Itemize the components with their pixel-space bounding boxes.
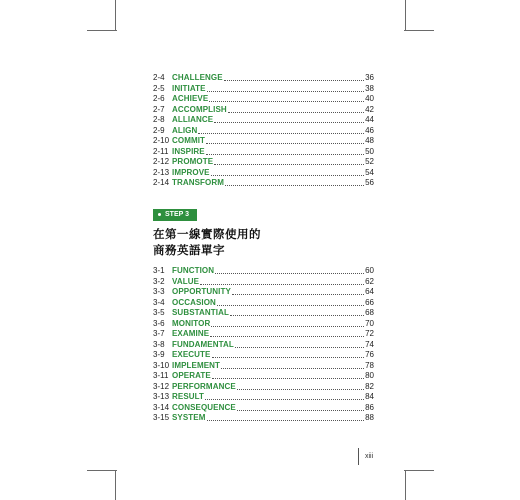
toc-word: EXECUTE xyxy=(172,350,211,359)
toc-number: 3-12 xyxy=(153,381,170,391)
toc-row xyxy=(153,287,374,298)
toc-word: COMMIT xyxy=(172,136,206,145)
toc-page: 38 xyxy=(365,83,374,93)
toc-row xyxy=(153,73,374,84)
toc-word: IMPROVE xyxy=(172,167,210,177)
toc-number: 3-11 xyxy=(153,371,169,380)
toc-row xyxy=(153,105,374,116)
toc-word: RESULT xyxy=(172,392,205,401)
toc-row xyxy=(153,136,374,147)
toc-page: 68 xyxy=(365,308,374,317)
toc-number: 2-11 xyxy=(153,146,169,156)
crop-mark xyxy=(87,30,117,31)
toc-page: 70 xyxy=(365,318,374,328)
toc-page: 52 xyxy=(365,157,374,166)
toc-row xyxy=(153,94,374,105)
toc-leader-dots xyxy=(237,389,364,390)
crop-mark xyxy=(405,470,406,500)
toc-word: CHALLENGE xyxy=(172,73,223,82)
toc-number: 3-4 xyxy=(153,297,165,307)
toc-row xyxy=(153,350,374,361)
toc-row xyxy=(153,403,374,414)
section-heading-line2: 商務英語單字 xyxy=(153,243,225,257)
toc-leader-dots xyxy=(206,154,364,155)
toc-word: SUBSTANTIAL xyxy=(172,308,229,317)
toc-row xyxy=(153,115,374,126)
section-heading-line1: 在第一線實際使用的 xyxy=(153,227,261,241)
toc-number: 2-14 xyxy=(153,178,170,187)
toc-number: 3-13 xyxy=(153,392,170,401)
toc-page: 86 xyxy=(365,402,374,412)
step-label: STEP 3 xyxy=(165,211,189,218)
toc-number: 2-12 xyxy=(153,157,170,166)
toc-page: 72 xyxy=(365,329,374,338)
toc-number: 3-14 xyxy=(153,402,170,412)
toc-number: 3-7 xyxy=(153,329,165,338)
toc-word: VALUE xyxy=(172,276,200,286)
toc-section-step3 xyxy=(153,266,374,424)
toc-page: 48 xyxy=(365,136,374,145)
page-number-rule xyxy=(358,448,359,465)
toc-row xyxy=(153,178,374,189)
toc-word: OCCASION xyxy=(172,297,216,307)
toc-section-step2 xyxy=(153,73,374,189)
toc-leader-dots xyxy=(207,91,364,92)
toc-leader-dots xyxy=(235,347,364,348)
toc-word: TRANSFORM xyxy=(172,178,225,187)
toc-page: 50 xyxy=(365,146,374,156)
toc-page: 36 xyxy=(365,73,374,82)
toc-word: OPPORTUNITY xyxy=(172,287,231,296)
toc-leader-dots xyxy=(198,133,364,134)
toc-page: 40 xyxy=(365,94,374,103)
toc-word: MONITOR xyxy=(172,318,211,328)
toc-row xyxy=(153,319,374,330)
toc-leader-dots xyxy=(205,399,364,400)
toc-leader-dots xyxy=(210,336,364,337)
toc-leader-dots xyxy=(230,315,364,316)
toc-word: ACCOMPLISH xyxy=(172,104,227,114)
toc-leader-dots xyxy=(232,294,364,295)
toc-number: 2-6 xyxy=(153,94,165,103)
toc-page: 42 xyxy=(365,104,374,114)
toc-number: 2-8 xyxy=(153,115,165,124)
toc-word: PERFORMANCE xyxy=(172,381,236,391)
toc-number: 3-15 xyxy=(153,413,170,422)
toc-page: 78 xyxy=(365,360,374,370)
toc-leader-dots xyxy=(212,357,364,358)
toc-number: 3-9 xyxy=(153,350,165,359)
toc-row xyxy=(153,266,374,277)
toc-number: 2-4 xyxy=(153,73,165,82)
toc-row xyxy=(153,277,374,288)
toc-leader-dots xyxy=(225,185,364,186)
toc-number: 2-7 xyxy=(153,104,165,114)
toc-word: ALIGN xyxy=(172,125,198,135)
toc-page: 46 xyxy=(365,125,374,135)
toc-row xyxy=(153,298,374,309)
crop-mark xyxy=(115,470,116,500)
toc-row xyxy=(153,308,374,319)
toc-number: 2-9 xyxy=(153,125,165,135)
toc-word: ALLIANCE xyxy=(172,115,214,124)
toc-page: 66 xyxy=(365,297,374,307)
toc-word: PROMOTE xyxy=(172,157,214,166)
toc-number: 3-10 xyxy=(153,360,170,370)
toc-leader-dots xyxy=(209,101,364,102)
toc-number: 2-13 xyxy=(153,167,170,177)
toc-page: 60 xyxy=(365,266,374,275)
toc-row xyxy=(153,361,374,372)
toc-leader-dots xyxy=(221,368,364,369)
toc-leader-dots xyxy=(228,112,364,113)
toc-page: 88 xyxy=(365,413,374,422)
toc-page: 64 xyxy=(365,287,374,296)
toc-leader-dots xyxy=(207,420,364,421)
bullet-icon xyxy=(158,213,161,216)
toc-page: 74 xyxy=(365,339,374,349)
toc-page: 80 xyxy=(365,371,374,380)
toc-leader-dots xyxy=(211,326,364,327)
toc-page: 54 xyxy=(365,167,374,177)
page-number: xiii xyxy=(365,453,374,460)
toc-leader-dots xyxy=(212,378,364,379)
crop-mark xyxy=(404,30,434,31)
toc-word: FUNDAMENTAL xyxy=(172,339,234,349)
toc-word: ACHIEVE xyxy=(172,94,209,103)
toc-number: 3-5 xyxy=(153,308,165,317)
toc-word: CONSEQUENCE xyxy=(172,402,236,412)
toc-row xyxy=(153,84,374,95)
toc-row xyxy=(153,340,374,351)
toc-row xyxy=(153,392,374,403)
toc-number: 2-10 xyxy=(153,136,170,145)
toc-page: 82 xyxy=(365,381,374,391)
toc-leader-dots xyxy=(215,273,364,274)
toc-row xyxy=(153,168,374,179)
toc-number: 3-6 xyxy=(153,318,165,328)
crop-mark xyxy=(404,470,434,471)
toc-word: SYSTEM xyxy=(172,413,206,422)
toc-word: FUNCTION xyxy=(172,266,215,275)
crop-mark xyxy=(115,0,116,30)
toc-number: 3-1 xyxy=(153,266,165,275)
toc-number: 3-2 xyxy=(153,276,165,286)
toc-word: INSPIRE xyxy=(172,146,205,156)
toc-row xyxy=(153,329,374,340)
toc-page: 76 xyxy=(365,350,374,359)
toc-word: IMPLEMENT xyxy=(172,360,221,370)
toc-page: 56 xyxy=(365,178,374,187)
toc-page: 84 xyxy=(365,392,374,401)
toc-row xyxy=(153,382,374,393)
toc-leader-dots xyxy=(206,143,364,144)
toc-leader-dots xyxy=(237,410,364,411)
toc-leader-dots xyxy=(214,164,364,165)
toc-leader-dots xyxy=(200,284,364,285)
toc-leader-dots xyxy=(217,305,364,306)
crop-mark xyxy=(87,470,117,471)
toc-row xyxy=(153,147,374,158)
toc-page: 62 xyxy=(365,276,374,286)
toc-leader-dots xyxy=(224,80,364,81)
toc-row xyxy=(153,371,374,382)
toc-leader-dots xyxy=(214,122,364,123)
toc-number: 3-3 xyxy=(153,287,165,296)
toc-leader-dots xyxy=(211,175,364,176)
toc-row xyxy=(153,126,374,137)
toc-row xyxy=(153,157,374,168)
toc-word: EXAMINE xyxy=(172,329,210,338)
toc-number: 2-5 xyxy=(153,83,165,93)
toc-word: INITIATE xyxy=(172,83,206,93)
toc-row xyxy=(153,413,374,424)
toc-number: 3-8 xyxy=(153,339,165,349)
crop-mark xyxy=(405,0,406,30)
step-badge xyxy=(153,209,197,221)
toc-word: OPERATE xyxy=(172,371,211,380)
toc-page: 44 xyxy=(365,115,374,124)
